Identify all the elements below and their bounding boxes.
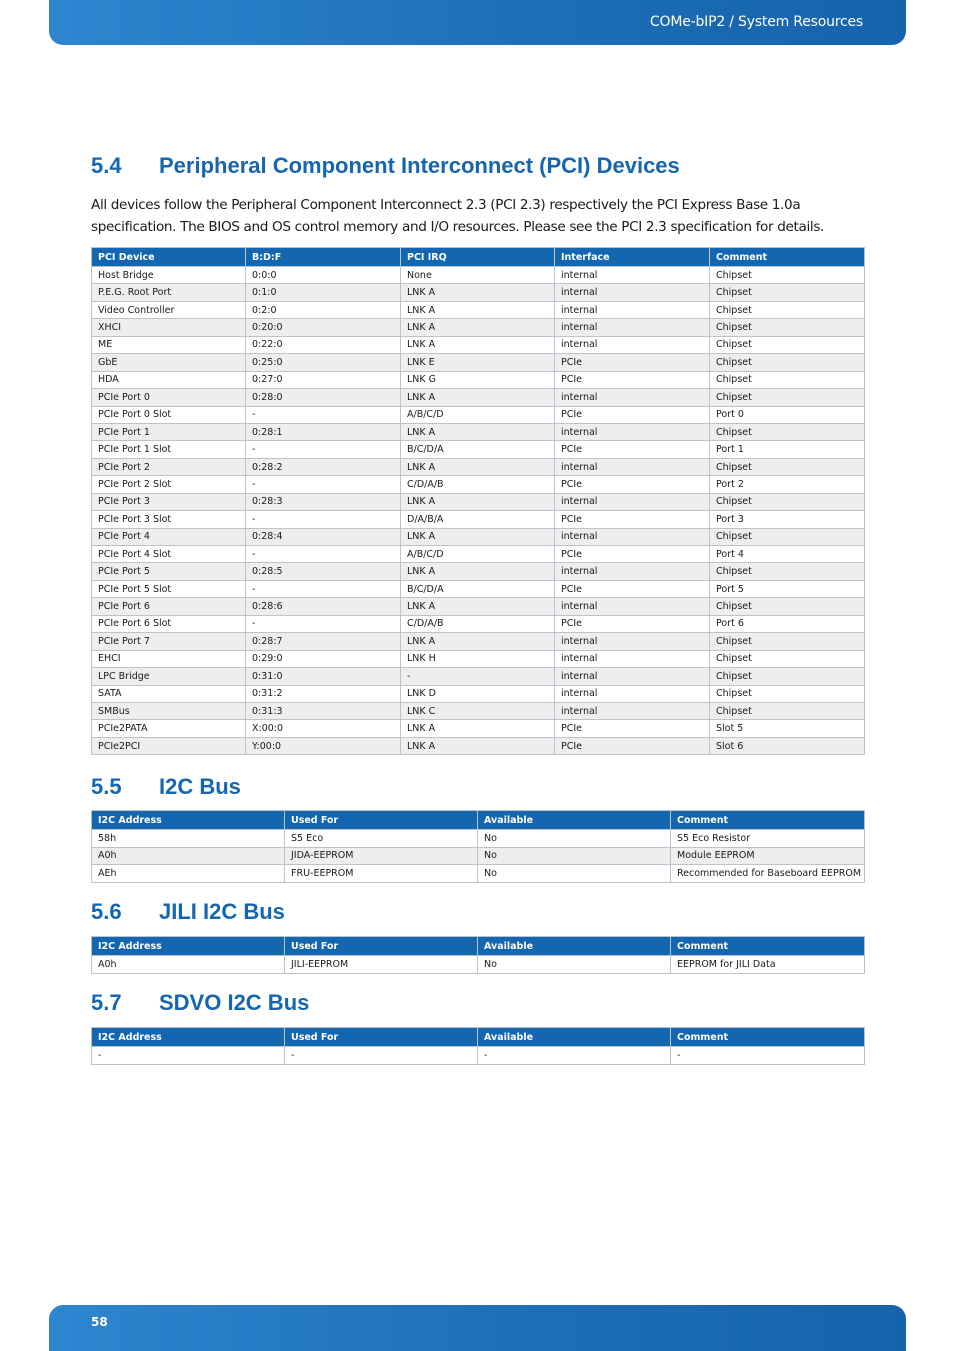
table-cell: PCIe Port 6 xyxy=(92,598,246,615)
table-cell: LNK A xyxy=(401,528,555,545)
table-cell: B/C/D/A xyxy=(401,441,555,458)
table-row xyxy=(92,737,865,754)
table-cell: LNK A xyxy=(401,319,555,336)
table-cell: PCIe Port 4 xyxy=(92,528,246,545)
table-cell: Slot 6 xyxy=(710,737,865,754)
table-cell: Y:00:0 xyxy=(246,737,401,754)
table-cell: Port 6 xyxy=(710,615,865,632)
table-row xyxy=(92,598,865,615)
table-cell: internal xyxy=(555,423,710,440)
table-cell: LNK A xyxy=(401,423,555,440)
table-cell: Chipset xyxy=(710,650,865,667)
table-cell: LNK A xyxy=(401,633,555,650)
table-cell: None xyxy=(401,267,555,284)
table-cell: PCIe Port 0 xyxy=(92,389,246,406)
table-cell: Chipset xyxy=(710,668,865,685)
table-cell: internal xyxy=(555,633,710,650)
table-cell: Port 0 xyxy=(710,406,865,423)
table-cell: PCIe Port 5 xyxy=(92,563,246,580)
table-row xyxy=(92,615,865,632)
table-cell: Chipset xyxy=(710,633,865,650)
table-cell: - xyxy=(671,1047,865,1065)
table-cell: LNK A xyxy=(401,563,555,580)
table-cell: internal xyxy=(555,702,710,719)
table-cell: 0:31:0 xyxy=(246,668,401,685)
table-cell: JIDA-EEPROM xyxy=(285,847,478,865)
table-cell: internal xyxy=(555,336,710,353)
section-title: JILI I2C Bus xyxy=(159,899,285,924)
column-header: Available xyxy=(478,811,671,830)
table-cell: Chipset xyxy=(710,702,865,719)
pci-intro-paragraph: All devices follow the Peripheral Component Interconnect 2.3 (PCI 2.3) respectively the PCI Express Base 1.0a specification. The BIOS and OS control memory and I/O resources. Please see the PCI 2.3 specification for details. xyxy=(91,197,825,235)
table-cell: internal xyxy=(555,563,710,580)
table-cell: D/A/B/A xyxy=(401,511,555,528)
table-cell: PCIe2PATA xyxy=(92,720,246,737)
table-cell: - xyxy=(246,615,401,632)
table-cell: P.E.G. Root Port xyxy=(92,284,246,301)
table-cell: Video Controller xyxy=(92,301,246,318)
header-title: COMe-bIP2 / System Resources xyxy=(649,14,863,30)
table-cell: - xyxy=(478,1047,671,1065)
column-header: Used For xyxy=(285,811,478,830)
table-cell: A/B/C/D xyxy=(401,406,555,423)
table-cell: 0:1:0 xyxy=(246,284,401,301)
table-cell: Chipset xyxy=(710,423,865,440)
table-cell: PCIe Port 7 xyxy=(92,633,246,650)
table-cell: Chipset xyxy=(710,528,865,545)
pci-devices-table xyxy=(91,247,865,755)
page-number: 58 xyxy=(91,1315,108,1329)
column-header: Comment xyxy=(671,1028,865,1047)
table-row xyxy=(92,633,865,650)
table-cell: JILI-EEPROM xyxy=(285,956,478,974)
table-row xyxy=(92,650,865,667)
table-cell: LNK A xyxy=(401,598,555,615)
table-cell: Chipset xyxy=(710,493,865,510)
table-cell: PCIe xyxy=(555,737,710,754)
table-row xyxy=(92,580,865,597)
table-row xyxy=(92,563,865,580)
table-cell: Chipset xyxy=(710,371,865,388)
column-header: Available xyxy=(478,1028,671,1047)
table-cell: A0h xyxy=(92,847,285,865)
table-cell: LNK H xyxy=(401,650,555,667)
table-cell: LNK A xyxy=(401,284,555,301)
table-cell: PCIe xyxy=(555,580,710,597)
column-header: I2C Address xyxy=(92,937,285,956)
table-cell: 0:2:0 xyxy=(246,301,401,318)
table-cell: - xyxy=(246,441,401,458)
table-cell: 0:28:1 xyxy=(246,423,401,440)
table-row xyxy=(92,720,865,737)
table-cell: PCIe xyxy=(555,720,710,737)
table-cell: No xyxy=(478,865,671,883)
table-row xyxy=(92,301,865,318)
table-cell: PCIe xyxy=(555,371,710,388)
column-header: Interface xyxy=(555,248,710,267)
table-cell: LNK G xyxy=(401,371,555,388)
table-cell: Host Bridge xyxy=(92,267,246,284)
table-row xyxy=(92,441,865,458)
column-header: Used For xyxy=(285,937,478,956)
section-number: 5.5 xyxy=(91,774,122,799)
table-cell: Recommended for Baseboard EEPROM xyxy=(671,865,865,883)
table-row xyxy=(92,458,865,475)
table-cell: PCIe Port 2 xyxy=(92,458,246,475)
section-heading-sdvo xyxy=(91,990,309,1016)
table-cell: internal xyxy=(555,685,710,702)
table-cell: C/D/A/B xyxy=(401,476,555,493)
table-cell: internal xyxy=(555,284,710,301)
table-cell: PCIe Port 1 xyxy=(92,423,246,440)
section-title: SDVO I2C Bus xyxy=(159,990,310,1015)
table-cell: - xyxy=(246,476,401,493)
table-cell: internal xyxy=(555,267,710,284)
table-cell: 58h xyxy=(92,830,285,848)
table-cell: AEh xyxy=(92,865,285,883)
table-cell: internal xyxy=(555,528,710,545)
table-cell: 0:28:6 xyxy=(246,598,401,615)
table-cell: - xyxy=(401,668,555,685)
table-cell: - xyxy=(246,406,401,423)
table-cell: FRU-EEPROM xyxy=(285,865,478,883)
column-header: PCI IRQ xyxy=(401,248,555,267)
table-cell: 0:28:0 xyxy=(246,389,401,406)
table-row xyxy=(92,702,865,719)
table-cell: Chipset xyxy=(710,354,865,371)
table-cell: internal xyxy=(555,458,710,475)
table-cell: PCIe2PCI xyxy=(92,737,246,754)
table-cell: Chipset xyxy=(710,598,865,615)
table-cell: 0:29:0 xyxy=(246,650,401,667)
table-cell: PCIe xyxy=(555,511,710,528)
sdvo-i2c-bus-table xyxy=(91,1027,865,1065)
table-cell: internal xyxy=(555,668,710,685)
table-cell: 0:28:4 xyxy=(246,528,401,545)
table-cell: Module EEPROM xyxy=(671,847,865,865)
table-cell: 0:28:5 xyxy=(246,563,401,580)
table-cell: LNK A xyxy=(401,389,555,406)
table-row xyxy=(92,1047,865,1065)
section-heading-jili xyxy=(91,899,285,925)
table-cell: XHCI xyxy=(92,319,246,336)
table-cell: No xyxy=(478,847,671,865)
table-row xyxy=(92,371,865,388)
table-row xyxy=(92,406,865,423)
table-cell: internal xyxy=(555,650,710,667)
table-row xyxy=(92,668,865,685)
column-header: B:D:F xyxy=(246,248,401,267)
table-cell: LNK A xyxy=(401,301,555,318)
table-cell: internal xyxy=(555,598,710,615)
header-bar xyxy=(49,0,906,45)
table-cell: 0:31:2 xyxy=(246,685,401,702)
table-cell: Chipset xyxy=(710,336,865,353)
column-header: Comment xyxy=(671,937,865,956)
table-cell: - xyxy=(246,580,401,597)
table-cell: LNK A xyxy=(401,493,555,510)
table-cell: LNK A xyxy=(401,720,555,737)
table-cell: Port 3 xyxy=(710,511,865,528)
table-cell: 0:28:2 xyxy=(246,458,401,475)
table-cell: PCIe xyxy=(555,441,710,458)
section-heading-pci xyxy=(91,153,680,179)
table-cell: X:00:0 xyxy=(246,720,401,737)
table-cell: internal xyxy=(555,389,710,406)
table-cell: Port 1 xyxy=(710,441,865,458)
table-cell: 0:22:0 xyxy=(246,336,401,353)
table-cell: HDA xyxy=(92,371,246,388)
table-cell: PCIe Port 1 Slot xyxy=(92,441,246,458)
table-cell: LNK A xyxy=(401,336,555,353)
table-cell: PCIe xyxy=(555,476,710,493)
table-cell: LPC Bridge xyxy=(92,668,246,685)
table-cell: 0:25:0 xyxy=(246,354,401,371)
table-cell: 0:20:0 xyxy=(246,319,401,336)
table-cell: internal xyxy=(555,319,710,336)
table-cell: 0:31:3 xyxy=(246,702,401,719)
table-cell: EEPROM for JILI Data xyxy=(671,956,865,974)
table-row xyxy=(92,830,865,848)
table-row xyxy=(92,493,865,510)
table-cell: No xyxy=(478,830,671,848)
table-row xyxy=(92,511,865,528)
table-cell: 0:27:0 xyxy=(246,371,401,388)
table-cell: 0:0:0 xyxy=(246,267,401,284)
table-cell: PCIe Port 0 Slot xyxy=(92,406,246,423)
column-header: Available xyxy=(478,937,671,956)
table-cell: SATA xyxy=(92,685,246,702)
table-row xyxy=(92,354,865,371)
table-cell: PCIe xyxy=(555,406,710,423)
column-header: Comment xyxy=(710,248,865,267)
table-cell: Chipset xyxy=(710,267,865,284)
section-heading-i2c xyxy=(91,774,241,800)
table-cell: Port 4 xyxy=(710,546,865,563)
table-cell: PCIe Port 3 Slot xyxy=(92,511,246,528)
column-header: Comment xyxy=(671,811,865,830)
table-row xyxy=(92,546,865,563)
section-title: Peripheral Component Interconnect (PCI) Devices xyxy=(159,153,680,178)
table-cell: GbE xyxy=(92,354,246,371)
table-cell: Chipset xyxy=(710,284,865,301)
table-cell: B/C/D/A xyxy=(401,580,555,597)
table-cell: EHCI xyxy=(92,650,246,667)
table-row xyxy=(92,528,865,545)
table-header-row xyxy=(92,1028,865,1047)
table-cell: PCIe Port 4 Slot xyxy=(92,546,246,563)
table-cell: 0:28:7 xyxy=(246,633,401,650)
section-number: 5.7 xyxy=(91,990,122,1015)
table-cell: S5 Eco xyxy=(285,830,478,848)
table-cell: C/D/A/B xyxy=(401,615,555,632)
table-row xyxy=(92,956,865,974)
table-cell: LNK A xyxy=(401,737,555,754)
table-cell: PCIe Port 5 Slot xyxy=(92,580,246,597)
table-cell: S5 Eco Resistor xyxy=(671,830,865,848)
table-cell: A0h xyxy=(92,956,285,974)
i2c-bus-table xyxy=(91,810,865,883)
table-cell: - xyxy=(246,546,401,563)
table-cell: Chipset xyxy=(710,389,865,406)
table-cell: PCIe xyxy=(555,615,710,632)
table-cell: - xyxy=(246,511,401,528)
table-row xyxy=(92,284,865,301)
table-cell: PCIe Port 2 Slot xyxy=(92,476,246,493)
table-header-row xyxy=(92,937,865,956)
table-row xyxy=(92,319,865,336)
table-header-row xyxy=(92,248,865,267)
section-title: I2C Bus xyxy=(159,774,241,799)
table-cell: Port 2 xyxy=(710,476,865,493)
table-row xyxy=(92,685,865,702)
table-cell: - xyxy=(285,1047,478,1065)
column-header: I2C Address xyxy=(92,811,285,830)
table-cell: Chipset xyxy=(710,319,865,336)
table-cell: LNK E xyxy=(401,354,555,371)
table-cell: ME xyxy=(92,336,246,353)
section-number: 5.6 xyxy=(91,899,122,924)
table-cell: Chipset xyxy=(710,301,865,318)
column-header: I2C Address xyxy=(92,1028,285,1047)
table-cell: internal xyxy=(555,301,710,318)
table-cell: SMBus xyxy=(92,702,246,719)
table-cell: Port 5 xyxy=(710,580,865,597)
table-cell: 0:28:3 xyxy=(246,493,401,510)
table-cell: internal xyxy=(555,493,710,510)
footer-bar xyxy=(49,1305,906,1351)
table-cell: Chipset xyxy=(710,458,865,475)
table-cell: - xyxy=(92,1047,285,1065)
table-row xyxy=(92,847,865,865)
column-header: PCI Device xyxy=(92,248,246,267)
table-cell: Chipset xyxy=(710,563,865,580)
table-cell: LNK C xyxy=(401,702,555,719)
table-row xyxy=(92,476,865,493)
table-cell: PCIe Port 6 Slot xyxy=(92,615,246,632)
table-cell: No xyxy=(478,956,671,974)
jili-i2c-bus-table xyxy=(91,936,865,974)
section-number: 5.4 xyxy=(91,153,122,178)
table-row xyxy=(92,389,865,406)
table-row xyxy=(92,336,865,353)
table-cell: Chipset xyxy=(710,685,865,702)
table-cell: PCIe xyxy=(555,546,710,563)
table-row xyxy=(92,865,865,883)
table-cell: PCIe Port 3 xyxy=(92,493,246,510)
column-header: Used For xyxy=(285,1028,478,1047)
table-header-row xyxy=(92,811,865,830)
table-cell: Slot 5 xyxy=(710,720,865,737)
table-cell: PCIe xyxy=(555,354,710,371)
table-cell: LNK D xyxy=(401,685,555,702)
table-cell: LNK A xyxy=(401,458,555,475)
table-row xyxy=(92,267,865,284)
table-row xyxy=(92,423,865,440)
table-cell: A/B/C/D xyxy=(401,546,555,563)
